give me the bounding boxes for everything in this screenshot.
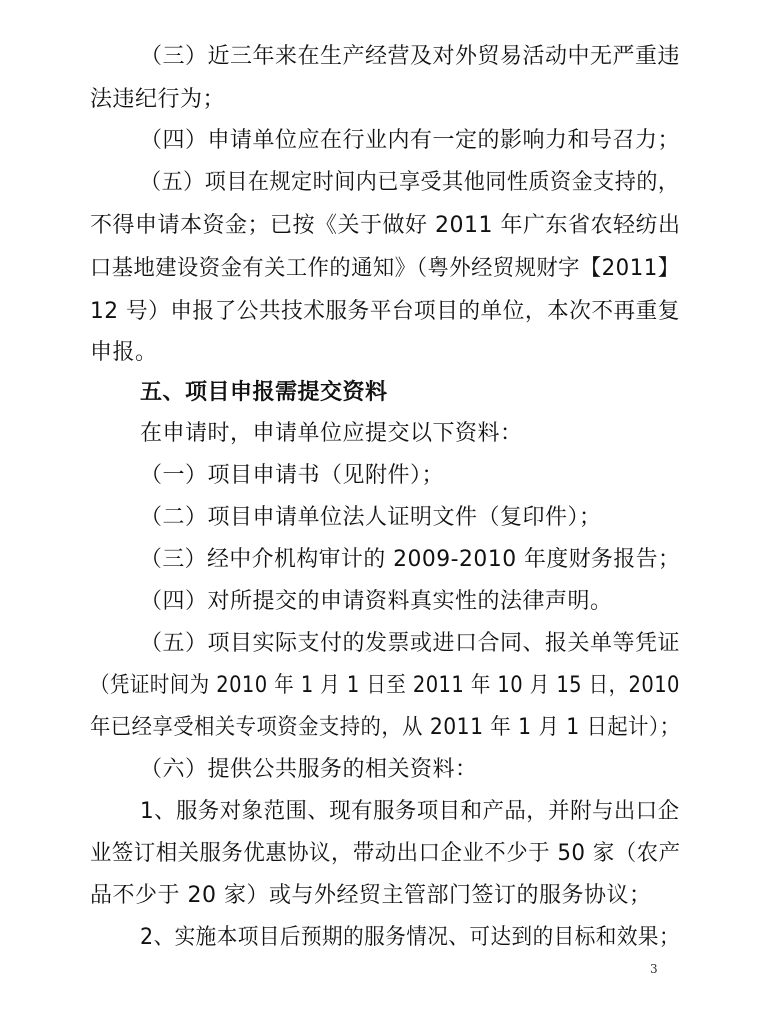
paragraph-line-1: （三）近三年来在生产经营及对外贸易活动中无严重违 xyxy=(140,44,681,69)
paragraph-line-2: 法违纪行为； xyxy=(90,87,226,112)
paragraph-line-14: （四）对所提交的申请资料真实性的法律声明。 xyxy=(140,589,613,614)
paragraph-line-19: 1、服务对象范围、现有服务项目和产品，并附与出口企 xyxy=(140,799,680,824)
paragraph-line-7: 12 号）申报了公共技术服务平台项目的单位，本次不再重复 xyxy=(90,299,681,324)
paragraph-line-11: （一）项目申请书（见附件）； xyxy=(140,463,445,488)
paragraph-line-22: 2、实施本项目后预期的服务情况、可达到的目标和效果； xyxy=(140,925,681,950)
paragraph-line-20: 业签订相关服务优惠协议，带动出口企业不少于 50 家（农产 xyxy=(90,841,681,866)
paragraph-line-21: 品不少于 20 家）或与外经贸主管部门签订的服务协议； xyxy=(90,883,652,908)
paragraph-line-17: 年已经享受相关专项资金支持的，从 2011 年 1 月 1 日起计）； xyxy=(90,715,681,740)
paragraph-line-15: （五）项目实际支付的发票或进口合同、报关单等凭证 xyxy=(140,631,681,656)
paragraph-line-18: （六）提供公共服务的相关资料： xyxy=(140,757,478,782)
paragraph-line-16: （凭证时间为 2010 年 1 月 1 日至 2011 年 10 月 15 日，2010 xyxy=(90,673,680,698)
paragraph-line-3: （四）申请单位应在行业内有一定的影响力和号召力； xyxy=(140,128,681,153)
section-heading: 五、项目申报需提交资料 xyxy=(140,380,388,405)
paragraph-line-5: 不得申请本资金；已按《关于做好 2011 年广东省农轻纺出 xyxy=(90,213,681,238)
paragraph-line-10: 在申请时，申请单位应提交以下资料： xyxy=(140,421,523,446)
page-number: 3 xyxy=(650,962,658,976)
paragraph-line-12: （二）项目申请单位法人证明文件（复印件）； xyxy=(140,505,602,530)
paragraph-line-6: 口基地建设资金有关工作的通知》（粤外经贸规财字【2011】 xyxy=(90,256,680,281)
paragraph-line-4: （五）项目在规定时间内已享受其他同性质资金支持的， xyxy=(140,170,680,195)
paragraph-line-8: 申报。 xyxy=(90,340,158,365)
paragraph-line-13: （三）经中介机构审计的 2009-2010 年度财务报告； xyxy=(140,547,681,572)
